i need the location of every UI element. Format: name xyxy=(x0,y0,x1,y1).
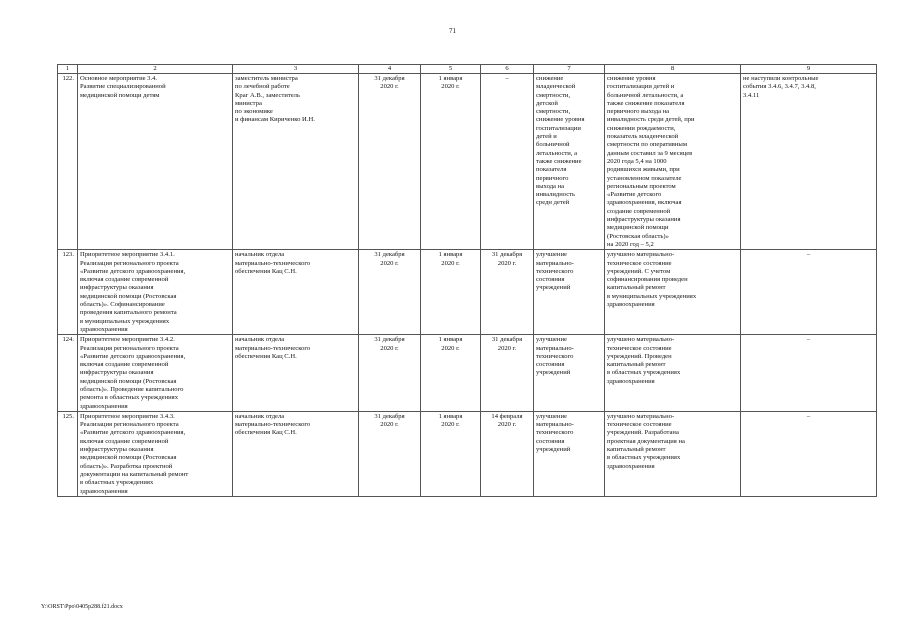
end-date: 31 декабря 2020 г. xyxy=(481,335,534,412)
responsible-person: начальник отдела материально-технического обеспечения Кац С.Н. xyxy=(233,335,359,412)
end-date: 14 февраля 2020 г. xyxy=(481,411,534,496)
measure-name: Приоритетное мероприятие 3.4.3. Реализация регионального проекта «Развитие детского здравоохранения, включая создание современной инфраструктуры оказания медицинской помощи (Ростовская область)». Разработка проектной документации на капитальный ремонт в областных учреждениях здравоохранения xyxy=(78,411,233,496)
planned-date: 31 декабря 2020 г. xyxy=(359,335,421,412)
table-row xyxy=(58,411,877,496)
col-header-9: 9 xyxy=(741,65,877,74)
planned-result: улучшение материально- технического состояния учреждений xyxy=(534,250,605,335)
row-number: 123. xyxy=(58,250,78,335)
measure-name: Приоритетное мероприятие 3.4.2. Реализация регионального проекта «Развитие детского здравоохранения, включая создание современной инфраструктуры оказания медицинской помощи (Ростовская область)». Проведение капитального ремонта в областных учреждениях здравоохранения xyxy=(78,335,233,412)
measure-name: Основное мероприятие 3.4. Развитие специализированной медицинской помощи детям xyxy=(78,74,233,250)
row-number: 125. xyxy=(58,411,78,496)
table-row xyxy=(58,250,877,335)
row-number: 122. xyxy=(58,74,78,250)
col-header-6: 6 xyxy=(481,65,534,74)
responsible-person: начальник отдела материально-технического обеспечения Кац С.Н. xyxy=(233,250,359,335)
planned-date: 31 декабря 2020 г. xyxy=(359,411,421,496)
planned-result: улучшение материально- технического состояния учреждений xyxy=(534,411,605,496)
col-header-5: 5 xyxy=(421,65,481,74)
start-date: 1 января 2020 г. xyxy=(421,335,481,412)
responsible-person: заместитель министра по лечебной работе Краг А.В., заместитель министра по экономике и финансам Кириченко И.Н. xyxy=(233,74,359,250)
actual-result: снижение уровня госпитализации детей и больничной летальности, а также снижение показателя первичного выхода на инвалидность среди детей, при снижении рождаемости, показатель младенческой смертности по оперативным данным составил за 9 месяцев 2020 года 5,4 на 1000 родившихся живыми, при установленном показателе региональным проектом «Развитие детского здравоохранения, включая создание современной инфраструктуры оказания медицинской помощи (Ростовская область)» на 2020 год – 5,2 xyxy=(605,74,741,250)
col-header-4: 4 xyxy=(359,65,421,74)
responsible-person: начальник отдела материально-технического обеспечения Кац С.Н. xyxy=(233,411,359,496)
table-row xyxy=(58,74,877,250)
end-date: 31 декабря 2020 г. xyxy=(481,250,534,335)
problems-note: – xyxy=(741,411,877,496)
measure-name: Приоритетное мероприятие 3.4.1. Реализация регионального проекта «Развитие детского здравоохранения, включая создание современной инфраструктуры оказания медицинской помощи (Ростовская область)». Софинансирование проведения капитального ремонта в муниципальных учреждениях здравоохранения xyxy=(78,250,233,335)
problems-note: – xyxy=(741,335,877,412)
start-date: 1 января 2020 г. xyxy=(421,74,481,250)
planned-result: снижение младенческой смертности, детской смертности, снижение уровня госпитализации детей и больничной летальности, а также снижение показателя первичного выхода на инвалидность средн детей xyxy=(534,74,605,250)
report-table xyxy=(57,64,877,497)
planned-date: 31 декабря 2020 г. xyxy=(359,250,421,335)
problems-note: – xyxy=(741,250,877,335)
table-row xyxy=(58,335,877,412)
actual-result: улучшено материально- техническое состояние учреждений. Разработана проектная документация на капитальный ремонт в областных учреждениях здравоохранения xyxy=(605,411,741,496)
col-header-8: 8 xyxy=(605,65,741,74)
start-date: 1 января 2020 г. xyxy=(421,250,481,335)
col-header-7: 7 xyxy=(534,65,605,74)
start-date: 1 января 2020 г. xyxy=(421,411,481,496)
actual-result: улучшено материально- техническое состояние учреждений. С учетом софинансирования проведен капитальный ремонт в муниципальных учреждениях здравоохранения xyxy=(605,250,741,335)
header-row xyxy=(58,65,877,74)
end-date: – xyxy=(481,74,534,250)
col-header-1: 1 xyxy=(58,65,78,74)
file-path-footer: Y:\ORST\Ppo\0405p288.f21.docx xyxy=(41,604,123,610)
col-header-2: 2 xyxy=(78,65,233,74)
problems-note: не наступили контрольные события 3.4.6, 3.4.7, 3.4.8, 3.4.11 xyxy=(741,74,877,250)
actual-result: улучшено материально- техническое состояние учреждений. Проведен капитальный ремонт в областных учреждениях здравоохранения xyxy=(605,335,741,412)
planned-result: улучшение материально- технического состояния учреждений xyxy=(534,335,605,412)
col-header-3: 3 xyxy=(233,65,359,74)
row-number: 124. xyxy=(58,335,78,412)
page-number: 71 xyxy=(449,27,456,35)
planned-date: 31 декабря 2020 г. xyxy=(359,74,421,250)
